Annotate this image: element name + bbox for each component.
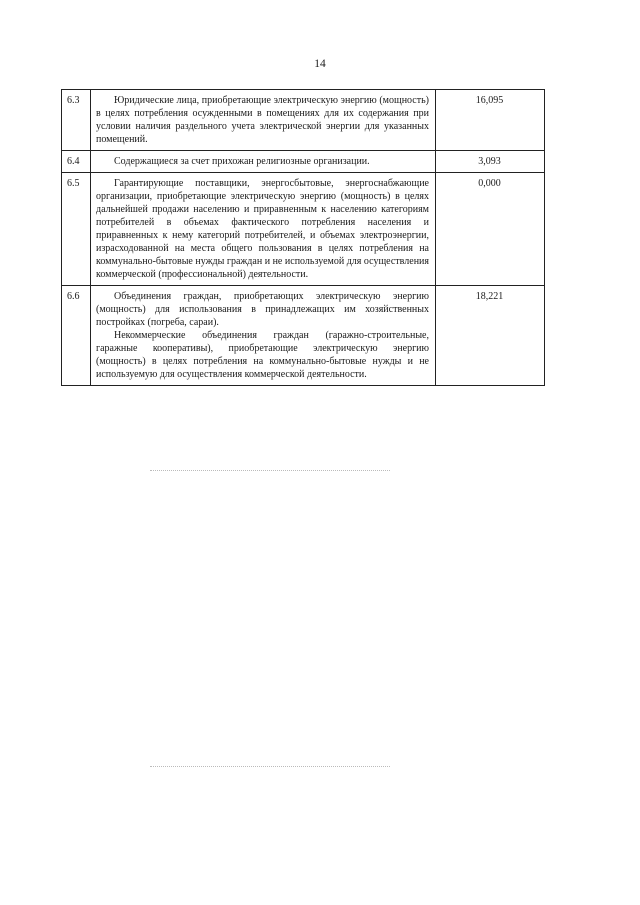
row-number: 6.6 bbox=[62, 286, 91, 386]
description-paragraph: Объединения граждан, приобретающих электрическую энергию (мощность) для использования в принадлежащих им хозяйственных постройках (погреба, сараи). bbox=[96, 291, 429, 328]
table-row bbox=[62, 151, 545, 173]
scan-artifact bbox=[150, 470, 390, 472]
row-value: 16,095 bbox=[436, 90, 545, 151]
table-row bbox=[62, 173, 545, 286]
table-row bbox=[62, 90, 545, 151]
description-paragraph: Юридические лица, приобретающие электрическую энергию (мощность) в целях потребления осужденными в помещениях для их содержания при условии наличия раздельного учета электрической энергии для указанных помещений. bbox=[96, 95, 429, 145]
row-number: 6.5 bbox=[62, 173, 91, 286]
page-number: 14 bbox=[314, 58, 326, 70]
row-value: 0,000 bbox=[436, 173, 545, 286]
row-description bbox=[91, 151, 436, 173]
row-description bbox=[91, 286, 436, 386]
row-value: 18,221 bbox=[436, 286, 545, 386]
row-description bbox=[91, 90, 436, 151]
description-paragraph: Содержащиеся за счет прихожан религиозные организации. bbox=[114, 156, 370, 167]
row-number: 6.4 bbox=[62, 151, 91, 173]
row-description bbox=[91, 173, 436, 286]
row-value: 3,093 bbox=[436, 151, 545, 173]
scan-artifact bbox=[150, 766, 390, 768]
row-number: 6.3 bbox=[62, 90, 91, 151]
description-paragraph: Некоммерческие объединения граждан (гаражно-строительные, гаражные кооперативы), приобретающие электрическую энергию (мощность) в целях потребления на коммунально-бытовые нужды и не используемую для осуществления коммерческой деятельности. bbox=[96, 330, 429, 380]
tariff-table bbox=[61, 89, 545, 386]
table-row bbox=[62, 286, 545, 386]
description-paragraph: Гарантирующие поставщики, энергосбытовые, энергоснабжающие организации, приобретающие электрическую энергию (мощность) в целях дальнейшей продажи населению и приравненным к населению категориям потребителей в объемах фактического потребления населения и приравненных к нему категорий потребителей, и объемах электроэнергии, израсходованной на места общего пользования в целях потребления на коммунально-бытовые нужды граждан и не используемой для осуществления коммерческой (профессиональной) деятельности. bbox=[96, 178, 429, 280]
